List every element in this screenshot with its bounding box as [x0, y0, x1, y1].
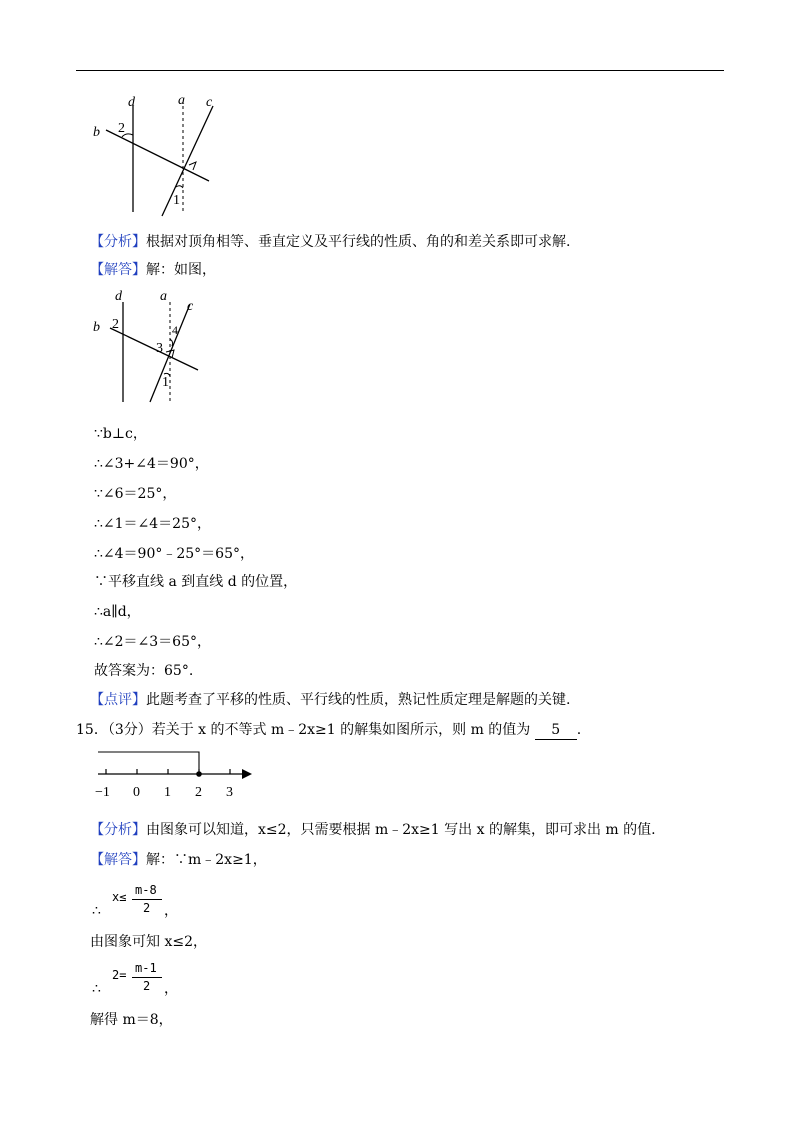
- step-8: ∴∠2＝∠3＝65°，: [94, 634, 211, 650]
- tick-label-3: 3: [226, 785, 233, 800]
- tick-label-2: 2: [195, 785, 202, 800]
- therefore-2: ∴: [92, 981, 101, 997]
- step-7: ∴a∥d，: [94, 604, 141, 620]
- fig2-label-3: 3: [156, 341, 163, 356]
- fig1-label-2: 2: [118, 121, 125, 136]
- analysis2-text: 由图象可以知道，x≤2，只需要根据 m﹣2x≥1 写出 x 的解集，即可求出 m 的值.: [146, 822, 656, 838]
- fig2-label-2: 2: [112, 317, 119, 332]
- final-result: 解得 m＝8，: [90, 1012, 173, 1028]
- comment-tag: 【点评】: [90, 692, 146, 708]
- frac2-lhs: 2=: [112, 968, 127, 982]
- question-suffix: .: [576, 722, 582, 738]
- step-9: 故答案为：65°.: [94, 663, 194, 679]
- fig1-label-a: a: [178, 93, 185, 108]
- fraction-step-2: [92, 958, 212, 998]
- tick-label-1: 1: [164, 785, 171, 800]
- step-2: ∴∠3+∠4＝90°，: [94, 456, 209, 472]
- step-5: ∴∠4＝90°﹣25°＝65°，: [94, 546, 254, 562]
- therefore-1: ∴: [92, 903, 101, 919]
- fig2-label-b: b: [93, 320, 100, 335]
- fig1-label-d: d: [128, 95, 135, 110]
- step-3: ∵∠6＝25°，: [94, 486, 177, 502]
- fig2-label-1: 1: [162, 375, 169, 390]
- comment-1: [90, 691, 570, 709]
- step-4: ∴∠1＝∠4＝25°，: [94, 516, 211, 532]
- frac2-numerator: m-1: [135, 961, 157, 975]
- step-6: ∵平移直线 a 到直线 d 的位置，: [94, 574, 298, 590]
- question-answer: 5: [535, 721, 577, 740]
- frac1-tail: ，: [164, 903, 178, 919]
- fig1-label-c: c: [206, 95, 213, 110]
- header-rule: [76, 70, 724, 71]
- tick-label-0: 0: [133, 785, 140, 800]
- analysis-1: [90, 233, 570, 251]
- fraction-step-1: [92, 880, 212, 920]
- analysis-2: [90, 821, 656, 839]
- solution-1: [90, 261, 216, 279]
- analysis-tag: 【分析】: [90, 234, 146, 250]
- frac1-lhs: x≤: [112, 890, 127, 904]
- analysis-text: 根据对顶角相等、垂直定义及平行线的性质、角的和差关系即可求解.: [146, 234, 571, 250]
- solution2-tag: 【解答】: [90, 852, 146, 868]
- step-1: ∵b⊥c，: [94, 426, 147, 442]
- frac1-denominator: 2: [143, 901, 151, 915]
- solution-tag: 【解答】: [90, 262, 146, 278]
- fig1-label-1: 1: [173, 193, 180, 208]
- number-line: [88, 742, 258, 804]
- solution-2: [90, 851, 267, 869]
- question-text: 15．（3分）若关于 x 的不等式 m﹣2x≥1 的解集如图所示，则 m 的值为: [76, 722, 531, 738]
- fig2-label-c: c: [187, 299, 194, 314]
- fig2-label-4: 4: [172, 323, 178, 337]
- fig2-label-a: a: [160, 289, 167, 304]
- fig2-label-d: d: [115, 289, 122, 304]
- frac2-denominator: 2: [143, 979, 151, 993]
- frac2-tail: ，: [164, 981, 178, 997]
- analysis2-tag: 【分析】: [90, 822, 146, 838]
- question-15: [76, 721, 581, 740]
- comment-text: 此题考查了平移的性质、平行线的性质，熟记性质定理是解题的关键.: [146, 692, 571, 708]
- solution-text: 解：如图，: [146, 262, 216, 278]
- frac1-bar: [132, 899, 162, 900]
- figure-2-lines: [88, 284, 208, 406]
- tick-label-minus1: −1: [95, 785, 110, 800]
- frac2-bar: [132, 977, 162, 978]
- figure-1-lines: [88, 92, 223, 217]
- solution2-text: 解：∵m﹣2x≥1，: [146, 852, 267, 868]
- fig1-label-b: b: [93, 125, 100, 140]
- step-from-image: 由图象可知 x≤2，: [90, 934, 207, 950]
- frac1-numerator: m-8: [135, 883, 157, 897]
